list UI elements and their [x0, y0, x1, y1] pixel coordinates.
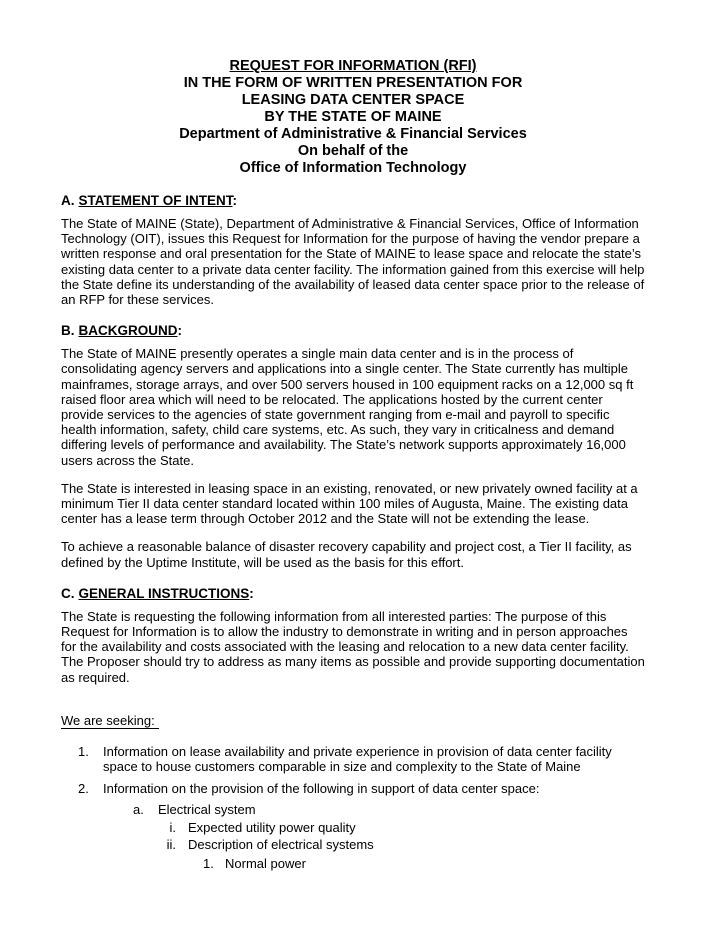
section-c-colon: :	[249, 585, 254, 601]
list-item-1	[61, 744, 645, 774]
section-b-colon: :	[177, 323, 182, 339]
doc-title-line-6: On behalf of the	[297, 143, 409, 159]
list-item-2a-i	[61, 820, 645, 835]
list-item-2a-ii-marker: ii.	[166, 837, 176, 853]
list-item-2a	[61, 802, 645, 817]
list-item-2a-ii-1-text: Normal power	[225, 856, 306, 872]
seeking-intro-row	[61, 713, 645, 729]
doc-title-line-1: REQUEST FOR INFORMATION (RFI)	[229, 58, 477, 74]
list-item-2a-ii	[61, 837, 645, 852]
section-a-colon: :	[232, 193, 237, 208]
section-b-paragraph-1: The State of MAINE presently operates a single main data center and is in the process of consolidating agency servers and applications into a single center. The State currently has multiple mainframes, storage arrays, and over 500 servers housed in 100 equipment racks on a 12,000 sq ft raised floor area which will need to be relocated. The applications hosted by the current center provide services to the agencies of state government ranging from e-mail and payroll to specific health information, safety, child care systems, etc. As such, they vary in criticalness and demand differing levels of performance and availability. The State’s network supports approximately 16,000 users across the State.	[61, 346, 634, 468]
list-item-2a-marker: a.	[133, 801, 144, 817]
section-c-paragraph-1: The State is requesting the following information from all interested parties: The purpose of this Request for Information is to allow the industry to demonstrate in writing and in person approaches for the availability and costs associated with the leasing and relocation to a new data center facility. The Proposer should try to address as many items as possible and provide supporting documentation as required.	[61, 608, 645, 685]
doc-title-line-4: BY THE STATE OF MAINE	[264, 109, 442, 125]
list-item-2-text: Information on the provision of the following in support of data center space:	[103, 781, 540, 797]
list-item-1-text: Information on lease availability and private experience in provision of data center facility space to house customers comparable in size and complexity to the State of Maine	[103, 744, 612, 775]
section-b-paragraph-3: To achieve a reasonable balance of disaster recovery capability and project cost, a Tier II facility, as defined by the Uptime Institute, will be used as the basis for this effort.	[61, 539, 632, 570]
list-item-1-marker: 1.	[78, 744, 89, 760]
section-a-title: STATEMENT OF INTENT	[78, 193, 233, 208]
list-item-2a-ii-1-marker: 1.	[203, 856, 214, 872]
doc-title-line-7: Office of Information Technology	[239, 160, 467, 176]
section-b-title: BACKGROUND	[78, 323, 178, 339]
list-item-2a-text: Electrical system	[158, 801, 256, 817]
list-item-2a-i-marker: i.	[169, 819, 176, 835]
section-c-title: GENERAL INSTRUCTIONS	[78, 585, 250, 601]
doc-title-line-5: Department of Administrative & Financial Services	[179, 126, 527, 142]
list-item-2a-i-text: Expected utility power quality	[188, 819, 356, 835]
doc-title-line-2: IN THE FORM OF WRITTEN PRESENTATION FOR	[183, 75, 523, 91]
list-item-2-marker: 2.	[78, 781, 89, 797]
document-title-block	[61, 58, 645, 177]
list-item-2a-ii-1	[61, 856, 645, 871]
section-a-label: A.	[61, 193, 75, 208]
seeking-intro-label: We are seeking:	[61, 713, 159, 729]
section-b-heading	[61, 322, 645, 339]
section-a-paragraph-1: The State of MAINE (State), Department of Administrative & Financial Services, Office of Information Technology (OIT), issues this Request for Information for the purpose of having the vendor prepare a written response and oral presentation for the State of MAINE to lease space and relocate the state’s existing data center to a private data center facility. The information gained from this exercise will help the State define its understanding of the availability of leased data center space prior to the release of an RFP for these services.	[61, 216, 645, 308]
section-c-label: C.	[61, 585, 75, 601]
list-item-2	[61, 781, 645, 796]
doc-title-line-3: LEASING DATA CENTER SPACE	[241, 92, 465, 108]
section-b-paragraph-2: The State is interested in leasing space in an existing, renovated, or new privately owned facility at a minimum Tier II data center standard located within 100 miles of Augusta, Maine. The existing data center has a lease term through October 2012 and the State will not be extending the lease.	[61, 480, 638, 527]
section-b-label: B.	[61, 323, 75, 339]
list-item-2a-ii-text: Description of electrical systems	[188, 837, 374, 853]
section-c-heading	[61, 585, 645, 602]
section-a-heading	[61, 192, 645, 209]
